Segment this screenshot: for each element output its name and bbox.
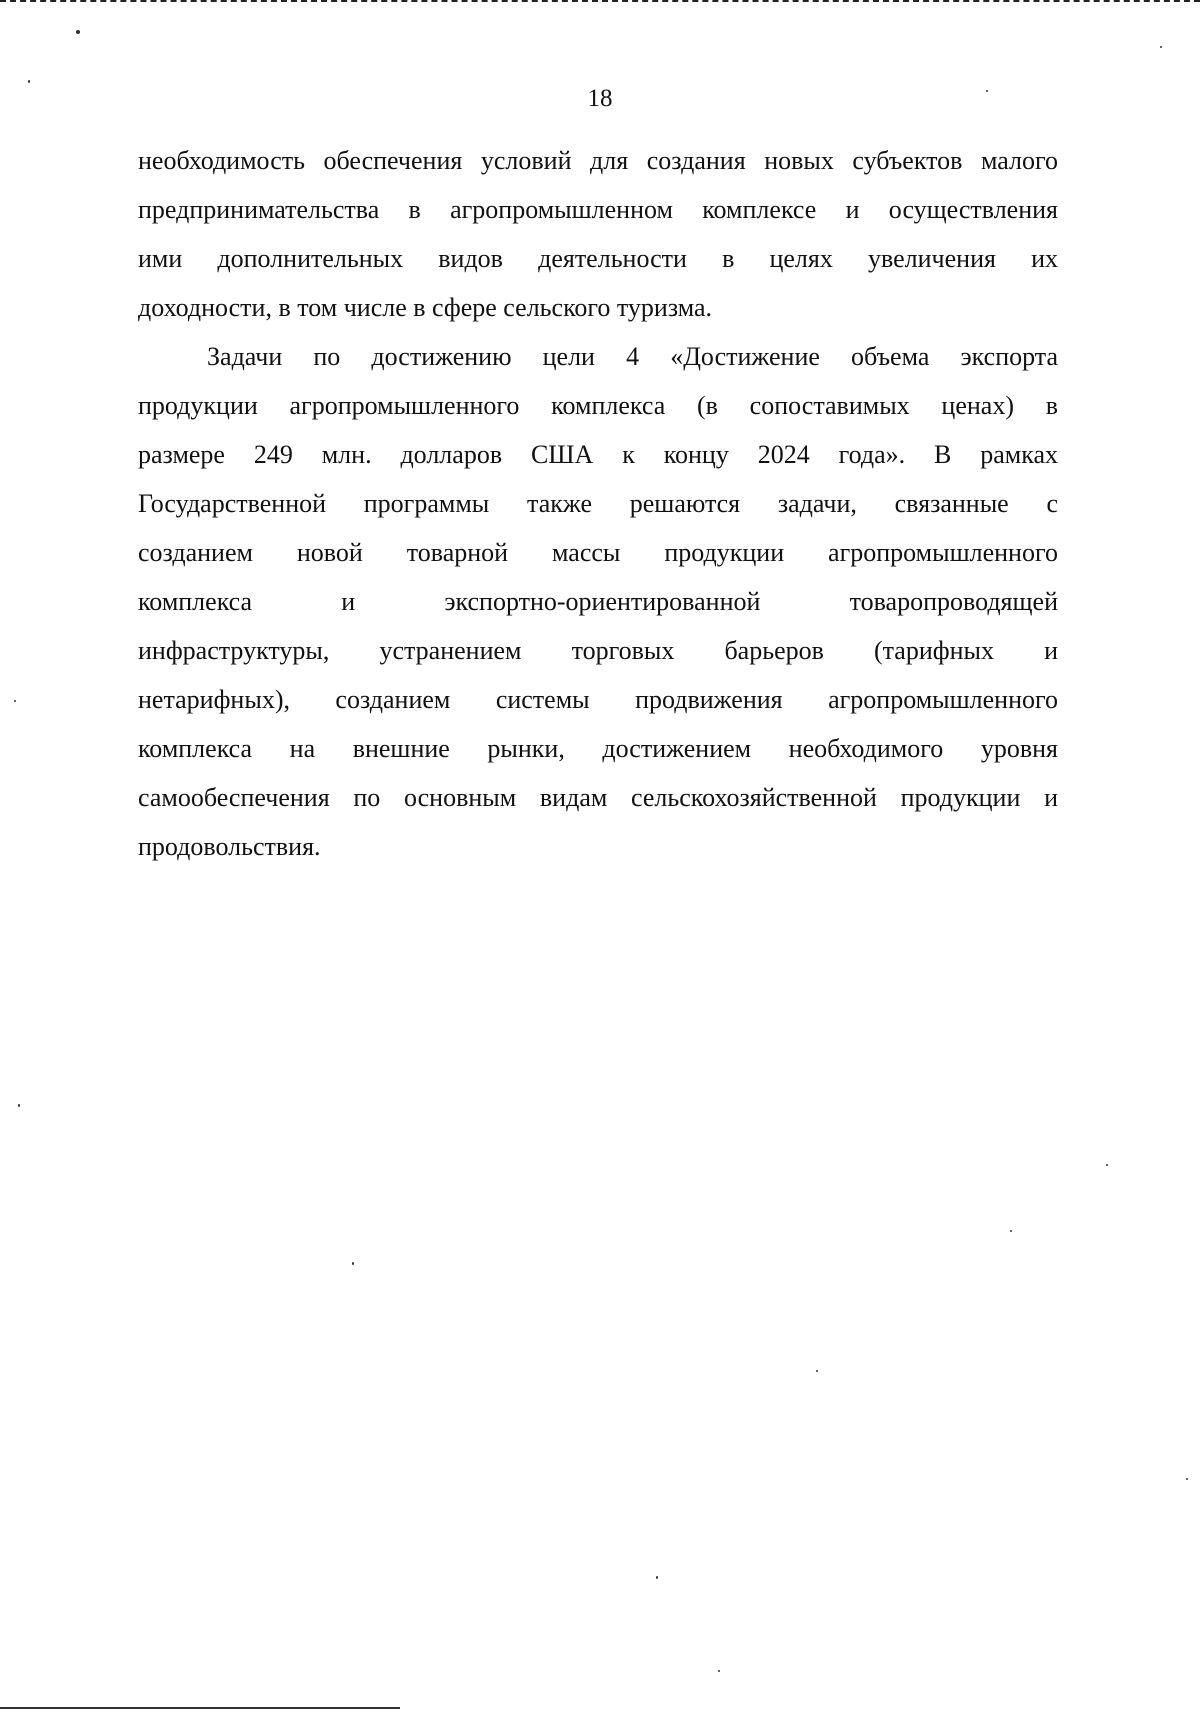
scan-speck — [14, 700, 16, 702]
scan-speck — [1186, 1478, 1188, 1480]
text-line: продукции агропромышленного комплекса (в сопоставимых ценах) в — [138, 391, 1058, 420]
text-line: инфраструктуры, устранением торговых барьеров (тарифных и — [138, 636, 1058, 665]
text-line: самообеспечения по основным видам сельскохозяйственной продукции и — [138, 783, 1058, 812]
text-line: доходности, в том числе в сфере сельского туризма. — [138, 293, 713, 322]
scan-speck — [1106, 1164, 1108, 1166]
scan-speck — [1010, 1230, 1012, 1232]
text-line: комплекса на внешние рынки, достижением необходимого уровня — [138, 734, 1058, 763]
scan-speck — [76, 30, 80, 34]
text-line: Государственной программы также решаются задачи, связанные с — [138, 489, 1058, 518]
text-line: размере 249 млн. долларов США к концу 2024 года». В рамках — [138, 440, 1058, 469]
text-line: Задачи по достижению цели 4 «Достижение объема экспорта — [207, 342, 1058, 371]
scan-speck — [28, 80, 30, 83]
scan-speck — [18, 1104, 20, 1107]
paragraph-2 — [138, 332, 1058, 871]
document-body — [138, 136, 1058, 871]
paragraph-1 — [138, 136, 1058, 332]
text-line: комплекса и экспортно-ориентированной товаропроводящей — [138, 587, 1058, 616]
text-line: необходимость обеспечения условий для создания новых субъектов малого — [138, 146, 1058, 175]
text-line: продовольствия. — [138, 832, 321, 861]
scan-speck — [816, 1370, 818, 1372]
scan-edge-top — [0, 0, 1200, 2]
text-line: созданием новой товарной массы продукции агропромышленного — [138, 538, 1058, 567]
scan-speck — [352, 1262, 354, 1265]
page-number: 18 — [587, 85, 613, 112]
text-line: ими дополнительных видов деятельности в целях увеличения их — [138, 244, 1058, 273]
text-line: предпринимательства в агропромышленном комплексе и осуществления — [138, 195, 1058, 224]
scan-speck — [986, 90, 988, 92]
scan-speck — [656, 1576, 658, 1579]
text-line: нетарифных), созданием системы продвижения агропромышленного — [138, 685, 1058, 714]
scan-edge-bottom — [0, 1707, 400, 1709]
scan-speck — [718, 1670, 720, 1672]
scan-speck — [1160, 46, 1162, 48]
